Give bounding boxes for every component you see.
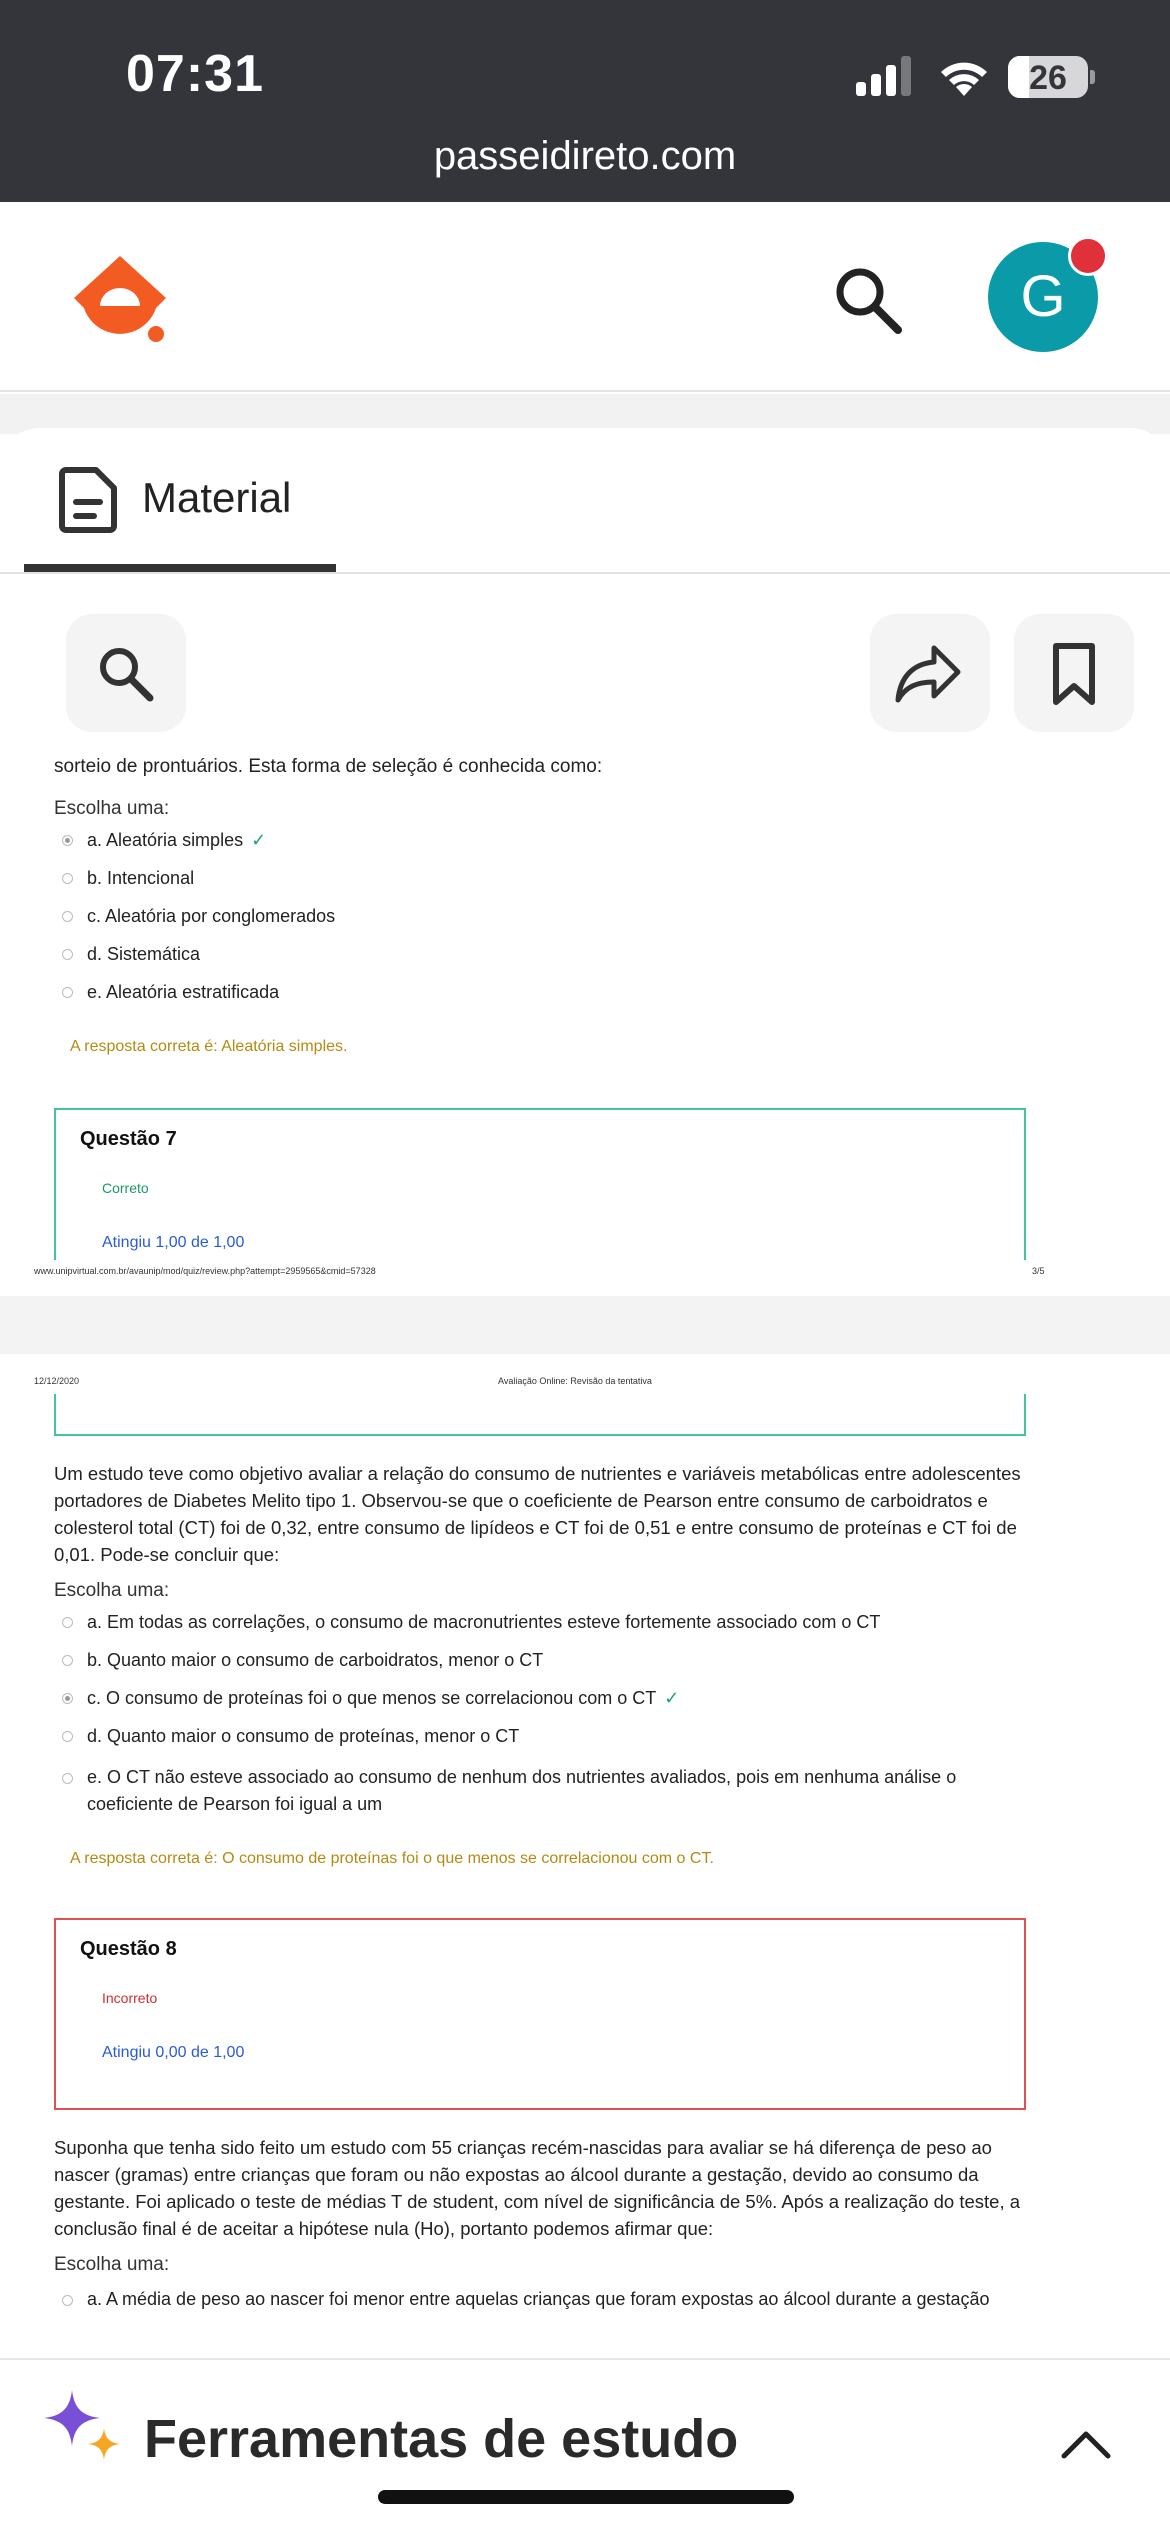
battery-tip: [1090, 70, 1095, 84]
battery-icon: [1008, 56, 1088, 98]
correct-answer-feedback: A resposta correta é: O consumo de proteínas foi o que menos se correlacionou com o CT.: [70, 1850, 714, 1867]
share-button[interactable]: [870, 614, 990, 732]
battery-level: 26: [1029, 59, 1067, 97]
option-c: c. O consumo de proteínas foi o que menos se correlacionou com o CT ✓: [62, 1688, 679, 1709]
page-footer-url: www.unipvirtual.com.br/avaunip/mod/quiz/review.php?attempt=2959565&cmid=57328: [34, 1266, 376, 1276]
option-b: b. Quanto maior o consumo de carboidratos, menor o CT: [62, 1650, 543, 1671]
question-7-text: Um estudo teve como objetivo avaliar a relação do consumo de nutrientes e variáveis metabólicas entre adolescentes portadores de Diabetes Melito tipo 1. Observou-se que o coeficiente de Pearson entre consumo de carboidratos e colesterol total (CT) foi de 0,32, entre consumo de lipídeos e CT foi de 0,51 e entre consumo de proteínas e CT foi de 0,01. Pode-se concluir que:: [54, 1463, 1021, 1565]
option-b: b. Intencional: [62, 868, 194, 889]
correct-check-icon: ✓: [251, 830, 267, 850]
address-bar[interactable]: passeidireto.com: [433, 134, 737, 178]
bookmark-button[interactable]: [1014, 614, 1134, 732]
tab-material[interactable]: Material: [142, 474, 292, 521]
page-footer-number: 3/5: [1032, 1266, 1045, 1276]
document-icon: [58, 466, 120, 534]
option-d: d. Sistemática: [62, 944, 200, 965]
choose-label: Escolha uma:: [54, 2254, 170, 2275]
question-7-score: Atingiu 1,00 de 1,00: [102, 1234, 245, 1251]
question-7-box: [54, 1108, 1026, 1260]
page-separator: [0, 1296, 1170, 1354]
page-header-title: Avaliação Online: Revisão da tentativa: [498, 1376, 652, 1386]
option-c: c. Aleatória por conglomerados: [62, 906, 335, 927]
cellular-signal-icon: [856, 56, 916, 96]
search-icon: [94, 642, 158, 706]
search-document-button[interactable]: [66, 614, 186, 732]
sparkle-icon: [44, 2390, 124, 2466]
app-header: [0, 202, 1170, 392]
active-tab-indicator: [24, 564, 336, 572]
question-7-title: Questão 7: [80, 1128, 177, 1150]
search-icon[interactable]: [830, 262, 906, 338]
wifi-icon: [935, 54, 993, 98]
clock: 07:31: [126, 45, 264, 103]
correct-answer-feedback: A resposta correta é: Aleatória simples.: [70, 1038, 348, 1055]
choose-label: Escolha uma:: [54, 798, 170, 819]
question-8-title: Questão 8: [80, 1938, 177, 1960]
option-d: d. Quanto maior o consumo de proteínas, menor o CT: [62, 1726, 519, 1747]
avatar[interactable]: G: [988, 242, 1098, 352]
correct-check-icon: ✓: [664, 1688, 680, 1708]
status-bar: [0, 0, 1170, 202]
option-a: a. Em todas as correlações, o consumo de macronutrientes esteve fortemente associado com o CT: [62, 1612, 1022, 1633]
option-e: e. Aleatória estratificada: [62, 982, 279, 1003]
question-8-text: Suponha que tenha sido feito um estudo com 55 crianças recém-nascidas para avaliar se há diferença de peso ao nascer (gramas) entre crianças que foram ou não expostas ao álcool durante a gestação, devido ao consumo da gestante. Foi aplicado o teste de médias T de student, com nível de significância de 5%. Após a realização do teste, a conclusão final é de aceitar a hipótese nula (Ho), portanto podemos afirmar que:: [54, 2137, 1021, 2239]
page-header-date: 12/12/2020: [34, 1376, 80, 1386]
option-e: e. O CT não esteve associado ao consumo de nenhum dos nutrientes avaliados, pois em nenhuma análise o coeficiente de Pearson foi igual a um: [62, 1764, 1022, 1818]
home-indicator: [378, 2490, 794, 2504]
question-7-box-continued: [54, 1394, 1026, 1436]
option-a: a. A média de peso ao nascer foi menor entre aquelas crianças que foram expostas ao álcool durante a gestação: [62, 2286, 1022, 2313]
bookmark-icon: [1042, 642, 1106, 706]
chevron-up-icon[interactable]: [1060, 2428, 1112, 2460]
notification-dot: [1068, 236, 1108, 276]
question-8-score: Atingiu 0,00 de 1,00: [102, 2044, 245, 2061]
question-7-status: Correto: [102, 1180, 149, 1196]
option-a: a. Aleatória simples ✓: [62, 830, 266, 851]
choose-label: Escolha uma:: [54, 1580, 170, 1601]
study-tools-label[interactable]: Ferramentas de estudo: [144, 2409, 739, 2469]
question-8-box: [54, 1918, 1026, 2110]
clipped-question-text: sorteio de prontuários. Esta forma de seleção é conhecida como:: [54, 756, 603, 777]
share-icon: [894, 642, 964, 706]
question-8-status: Incorreto: [102, 1990, 158, 2006]
passei-direto-logo[interactable]: [70, 254, 170, 346]
